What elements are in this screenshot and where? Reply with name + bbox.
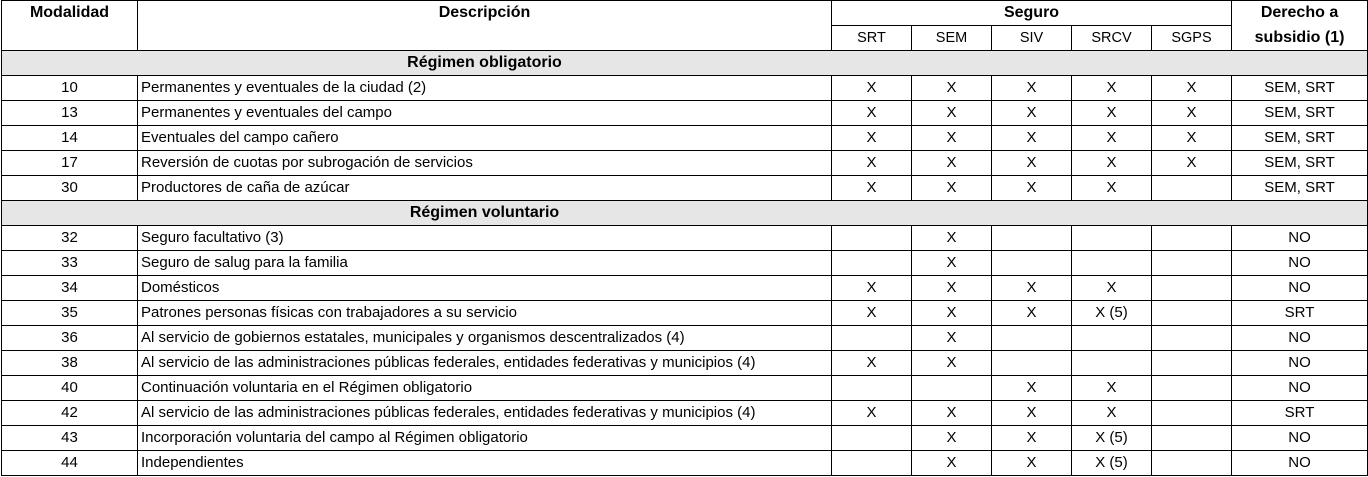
cell-descripcion: Eventuales del campo cañero (138, 126, 832, 151)
cell-srcv (1072, 326, 1152, 351)
cell-sem: X (912, 226, 992, 251)
cell-srt (832, 226, 912, 251)
cell-derecho: SRT (1232, 401, 1368, 426)
cell-srt: X (832, 401, 912, 426)
cell-derecho: NO (1232, 226, 1368, 251)
cell-sgps (1152, 326, 1232, 351)
header-derecho-line2: subsidio (1) (1232, 26, 1368, 51)
table-row (2, 326, 1368, 351)
cell-siv (992, 226, 1072, 251)
cell-descripcion: Seguro facultativo (3) (138, 226, 832, 251)
section-spacer (832, 201, 1368, 226)
cell-srt: X (832, 101, 912, 126)
cell-modalidad: 17 (2, 151, 138, 176)
cell-srt (832, 251, 912, 276)
table-row (2, 426, 1368, 451)
cell-siv: X (992, 176, 1072, 201)
cell-modalidad: 38 (2, 351, 138, 376)
cell-derecho: NO (1232, 326, 1368, 351)
cell-sem: X (912, 101, 992, 126)
table-row (2, 226, 1368, 251)
cell-sgps (1152, 351, 1232, 376)
cell-sem: X (912, 251, 992, 276)
cell-sem (912, 376, 992, 401)
cell-modalidad: 44 (2, 451, 138, 476)
cell-descripcion: Domésticos (138, 276, 832, 301)
cell-sgps (1152, 226, 1232, 251)
cell-srt: X (832, 176, 912, 201)
cell-siv: X (992, 101, 1072, 126)
cell-derecho: SRT (1232, 301, 1368, 326)
cell-modalidad: 33 (2, 251, 138, 276)
cell-sem: X (912, 126, 992, 151)
table-row (2, 351, 1368, 376)
cell-descripcion: Patrones personas físicas con trabajadores a su servicio (138, 301, 832, 326)
table-row (2, 376, 1368, 401)
cell-derecho: SEM, SRT (1232, 176, 1368, 201)
cell-sgps (1152, 376, 1232, 401)
cell-sgps (1152, 276, 1232, 301)
cell-sgps (1152, 251, 1232, 276)
header-descripcion: Descripción (138, 1, 832, 26)
section-header-row (2, 201, 1368, 226)
cell-srcv: X (1072, 176, 1152, 201)
cell-descripcion: Seguro de salug para la familia (138, 251, 832, 276)
table-row (2, 76, 1368, 101)
cell-sem: X (912, 276, 992, 301)
cell-sem: X (912, 326, 992, 351)
cell-descripcion: Al servicio de las administraciones públicas federales, entidades federativas y municipios (4) (138, 351, 832, 376)
cell-srt (832, 376, 912, 401)
cell-derecho: NO (1232, 376, 1368, 401)
cell-srcv: X (1072, 276, 1152, 301)
cell-sem: X (912, 301, 992, 326)
section-title: Régimen voluntario (138, 201, 832, 226)
cell-sgps: X (1152, 101, 1232, 126)
header-srt: SRT (832, 26, 912, 51)
cell-sem: X (912, 451, 992, 476)
cell-siv: X (992, 126, 1072, 151)
cell-descripcion: Reversión de cuotas por subrogación de servicios (138, 151, 832, 176)
header-modalidad: Modalidad (2, 1, 138, 26)
cell-descripcion: Continuación voluntaria en el Régimen obligatorio (138, 376, 832, 401)
cell-derecho: SEM, SRT (1232, 76, 1368, 101)
cell-modalidad: 10 (2, 76, 138, 101)
cell-srt: X (832, 276, 912, 301)
cell-sgps (1152, 426, 1232, 451)
cell-sem: X (912, 151, 992, 176)
modalidades-table (1, 0, 1368, 476)
cell-modalidad: 14 (2, 126, 138, 151)
cell-sem: X (912, 176, 992, 201)
header-sgps: SGPS (1152, 26, 1232, 51)
cell-derecho: NO (1232, 426, 1368, 451)
cell-modalidad: 13 (2, 101, 138, 126)
cell-sgps: X (1152, 126, 1232, 151)
cell-sgps (1152, 301, 1232, 326)
cell-derecho: SEM, SRT (1232, 151, 1368, 176)
cell-srcv: X (5) (1072, 451, 1152, 476)
table-row (2, 176, 1368, 201)
cell-siv: X (992, 426, 1072, 451)
cell-descripcion: Al servicio de gobiernos estatales, municipales y organismos descentralizados (4) (138, 326, 832, 351)
cell-siv: X (992, 451, 1072, 476)
cell-sem: X (912, 401, 992, 426)
cell-siv (992, 326, 1072, 351)
table-row (2, 126, 1368, 151)
cell-siv: X (992, 401, 1072, 426)
cell-siv: X (992, 76, 1072, 101)
cell-siv: X (992, 151, 1072, 176)
cell-srt: X (832, 351, 912, 376)
cell-srcv: X (1072, 76, 1152, 101)
header-siv: SIV (992, 26, 1072, 51)
cell-srt (832, 451, 912, 476)
section-spacer (2, 51, 138, 76)
header-modalidad-blank (2, 26, 138, 51)
cell-derecho: SEM, SRT (1232, 126, 1368, 151)
table-row (2, 251, 1368, 276)
cell-modalidad: 35 (2, 301, 138, 326)
cell-sgps (1152, 401, 1232, 426)
cell-sem: X (912, 76, 992, 101)
header-derecho-line1: Derecho a (1232, 1, 1368, 26)
cell-modalidad: 40 (2, 376, 138, 401)
cell-modalidad: 34 (2, 276, 138, 301)
cell-srcv: X (1072, 151, 1152, 176)
cell-sgps (1152, 176, 1232, 201)
cell-descripcion: Incorporación voluntaria del campo al Régimen obligatorio (138, 426, 832, 451)
table-row (2, 101, 1368, 126)
cell-modalidad: 42 (2, 401, 138, 426)
section-header-row (2, 51, 1368, 76)
cell-srcv: X (5) (1072, 301, 1152, 326)
cell-descripcion: Permanentes y eventuales del campo (138, 101, 832, 126)
cell-sem: X (912, 351, 992, 376)
cell-derecho: NO (1232, 251, 1368, 276)
cell-descripcion: Permanentes y eventuales de la ciudad (2) (138, 76, 832, 101)
cell-siv: X (992, 301, 1072, 326)
cell-descripcion: Al servicio de las administraciones públicas federales, entidades federativas y municipios (4) (138, 401, 832, 426)
cell-modalidad: 43 (2, 426, 138, 451)
table-row (2, 451, 1368, 476)
cell-descripcion: Independientes (138, 451, 832, 476)
cell-srcv (1072, 251, 1152, 276)
cell-modalidad: 32 (2, 226, 138, 251)
cell-sgps: X (1152, 76, 1232, 101)
section-title: Régimen obligatorio (138, 51, 832, 76)
section-spacer (2, 201, 138, 226)
cell-srcv: X (1072, 101, 1152, 126)
header-srcv: SRCV (1072, 26, 1152, 51)
cell-derecho: NO (1232, 451, 1368, 476)
cell-modalidad: 30 (2, 176, 138, 201)
cell-siv: X (992, 376, 1072, 401)
table-row (2, 301, 1368, 326)
header-descripcion-blank (138, 26, 832, 51)
cell-srcv: X (5) (1072, 426, 1152, 451)
cell-srt: X (832, 151, 912, 176)
cell-srt: X (832, 126, 912, 151)
cell-siv: X (992, 276, 1072, 301)
table-row (2, 401, 1368, 426)
cell-derecho: SEM, SRT (1232, 101, 1368, 126)
cell-derecho: NO (1232, 276, 1368, 301)
cell-siv (992, 351, 1072, 376)
table-row (2, 276, 1368, 301)
cell-srcv: X (1072, 376, 1152, 401)
cell-srcv: X (1072, 401, 1152, 426)
cell-sgps: X (1152, 151, 1232, 176)
cell-modalidad: 36 (2, 326, 138, 351)
cell-srcv (1072, 351, 1152, 376)
table-header (2, 1, 1368, 51)
cell-descripcion: Productores de caña de azúcar (138, 176, 832, 201)
cell-srt (832, 426, 912, 451)
cell-derecho: NO (1232, 351, 1368, 376)
cell-srcv: X (1072, 126, 1152, 151)
section-spacer (832, 51, 1368, 76)
header-seguro: Seguro (832, 1, 1232, 26)
cell-srcv (1072, 226, 1152, 251)
table-row (2, 151, 1368, 176)
cell-srt: X (832, 76, 912, 101)
header-sem: SEM (912, 26, 992, 51)
cell-srt: X (832, 301, 912, 326)
cell-sgps (1152, 451, 1232, 476)
cell-sem: X (912, 426, 992, 451)
cell-srt (832, 326, 912, 351)
table-body (2, 51, 1368, 476)
cell-siv (992, 251, 1072, 276)
